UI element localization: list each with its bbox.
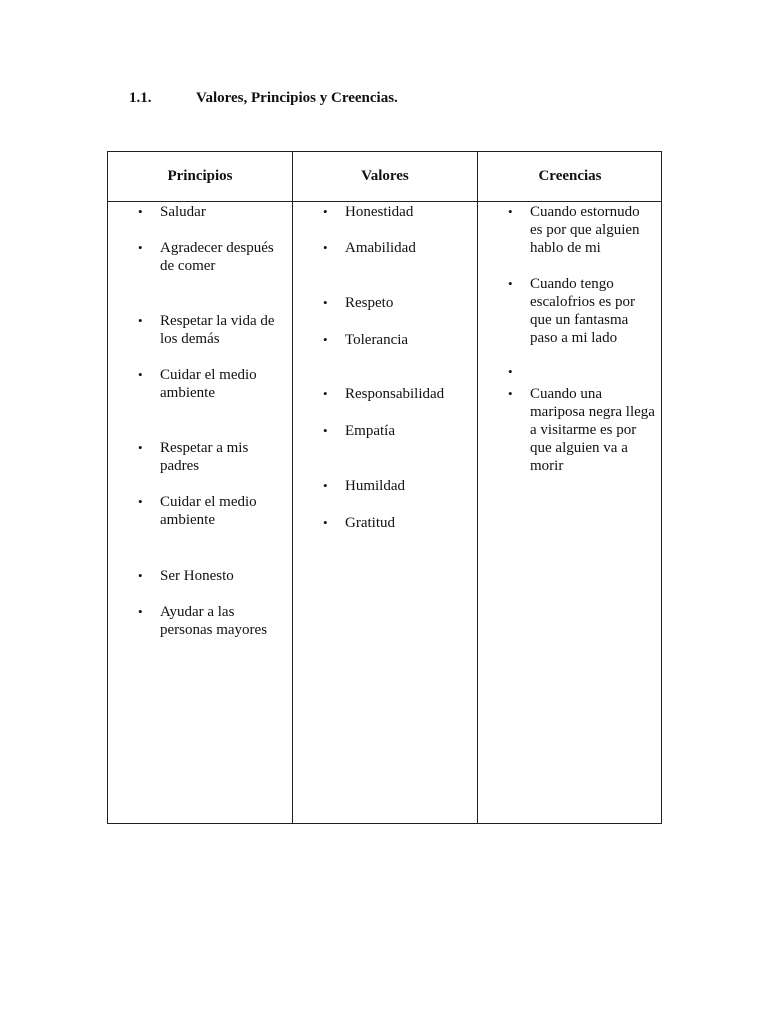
- bullet-icon: •: [323, 423, 328, 438]
- column-valores: [292, 152, 477, 823]
- list-item-text: Respetar a mis padres: [160, 440, 249, 474]
- list-item-text: Empatía: [345, 423, 395, 439]
- list-item-text: Ayudar a las personas mayores: [160, 604, 268, 638]
- column-creencias: [477, 152, 662, 823]
- bullet-icon: •: [323, 386, 328, 401]
- list-item-text: Agradecer después de comer: [160, 240, 274, 274]
- list-item-text: Cuidar el medio ambiente: [160, 367, 257, 401]
- bullet-icon: •: [138, 367, 143, 382]
- bullet-icon: •: [138, 568, 143, 583]
- list-item-text: Saludar: [160, 204, 206, 220]
- section-number: 1.1.: [129, 90, 152, 106]
- column-principios: [108, 152, 292, 823]
- list-item-text: Respeto: [345, 295, 394, 311]
- bullet-icon: •: [508, 364, 513, 379]
- bullet-icon: •: [138, 313, 143, 328]
- bullet-icon: •: [323, 515, 328, 530]
- bullet-icon: •: [138, 494, 143, 509]
- list-item-text: Tolerancia: [345, 332, 409, 348]
- column-header-valores: Valores: [361, 168, 409, 184]
- list-item-text: Amabilidad: [345, 240, 416, 256]
- list-item-text: Cuando una mariposa negra llega a visitarme es por que alguien va a morir: [530, 386, 655, 474]
- list-item-text: Honestidad: [345, 204, 414, 220]
- bullet-icon: •: [323, 204, 328, 219]
- section-title: Valores, Principios y Creencias.: [196, 90, 398, 106]
- bullet-icon: •: [323, 295, 328, 310]
- list-item-text: Respetar la vida de los demás: [160, 313, 275, 347]
- bullet-icon: •: [508, 386, 513, 401]
- list-item-text: Cuando estornudo es por que alguien hablo de mi: [530, 204, 640, 256]
- list-item-text: Cuando tengo escalofrios es por que un fantasma paso a mi lado: [530, 276, 635, 346]
- bullet-icon: •: [138, 240, 143, 255]
- list-item-text: Humildad: [345, 478, 405, 494]
- bullet-icon: •: [323, 332, 328, 347]
- list-item-text: Ser Honesto: [160, 568, 234, 584]
- list-item-text: Cuidar el medio ambiente: [160, 494, 257, 528]
- bullet-icon: •: [323, 478, 328, 493]
- bullet-icon: •: [138, 604, 143, 619]
- column-header-principios: Principios: [167, 168, 233, 184]
- values-table: [107, 151, 662, 824]
- list-item-text: Gratitud: [345, 515, 395, 531]
- bullet-icon: •: [138, 440, 143, 455]
- bullet-icon: •: [508, 204, 513, 219]
- list-item-text: Responsabilidad: [345, 386, 445, 402]
- bullet-icon: •: [323, 240, 328, 255]
- bullet-icon: •: [138, 204, 143, 219]
- bullet-icon: •: [508, 276, 513, 291]
- column-header-creencias: Creencias: [538, 168, 602, 184]
